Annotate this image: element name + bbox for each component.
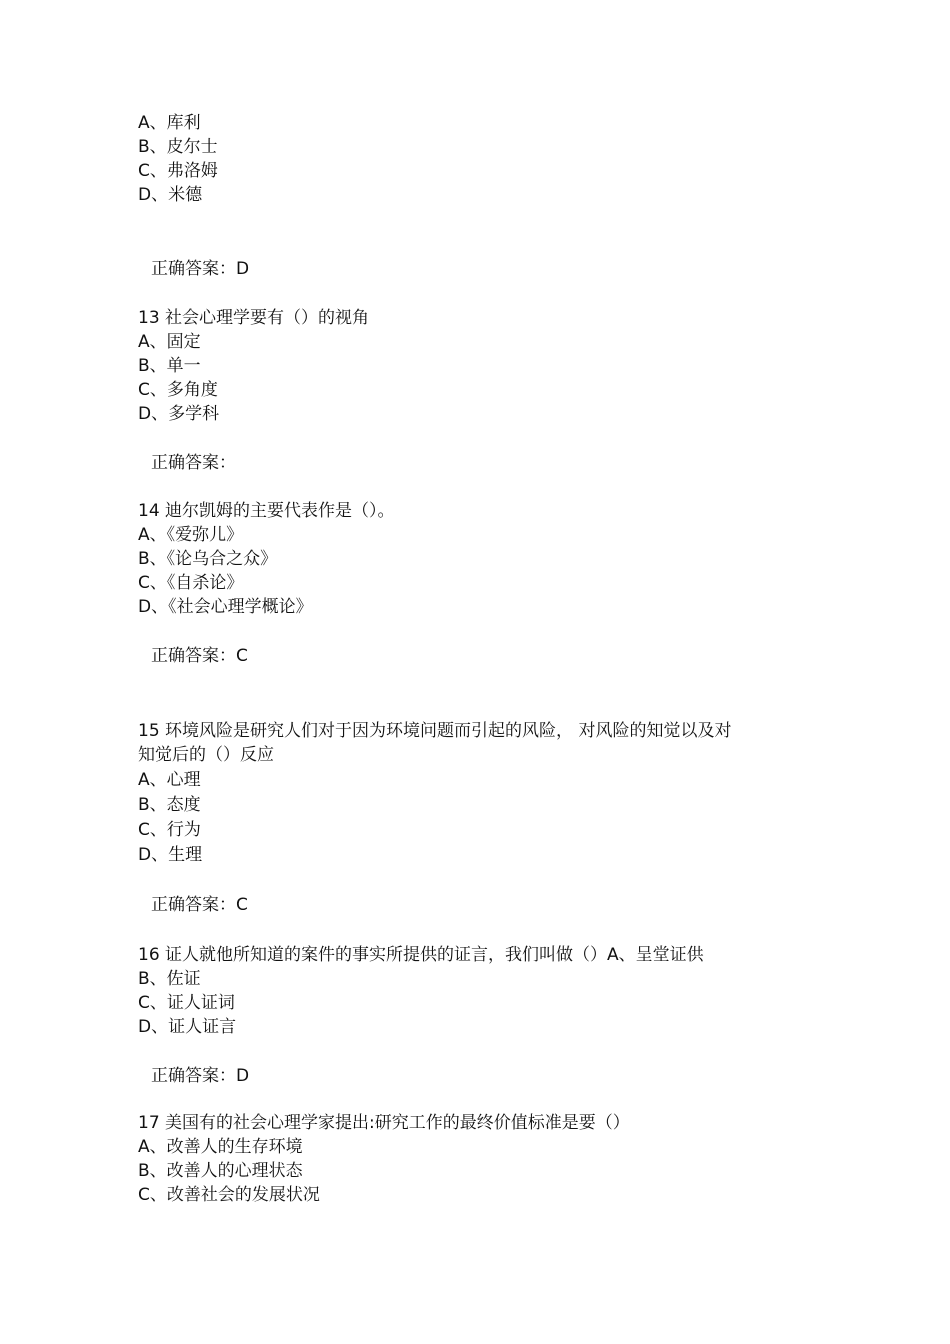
q14-option-b: B、《论乌合之众》 [138,549,278,569]
q17-option-b: B、改善人的心理状态 [138,1161,303,1181]
q13-option-a: A、固定 [138,332,201,352]
q12-option-c: C、弗洛姆 [138,161,218,181]
q16-option-c: C、证人证词 [138,993,235,1013]
q14-option-a: A、《爱弥儿》 [138,525,244,545]
q13-question: 13 社会心理学要有（）的视角 [138,308,370,328]
q12-option-d: D、米德 [138,185,203,205]
q13-option-b: B、单一 [138,356,201,376]
q12-option-b: B、皮尔士 [138,137,218,157]
q17-option-a: A、改善人的生存环境 [138,1137,303,1157]
q17-option-c: C、改善社会的发展状况 [138,1185,320,1205]
q15-option-a: A、心理 [138,770,201,790]
q15-option-d: D、生理 [138,845,203,865]
q16-answer: 正确答案：D [151,1066,250,1086]
q17-question: 17 美国有的社会心理学家提出:研究工作的最终价值标准是要（） [138,1113,630,1133]
q14-answer: 正确答案：C [151,646,248,666]
q16-option-b: B、佐证 [138,969,201,989]
q13-option-d: D、多学科 [138,404,220,424]
q14-option-c: C、《自杀论》 [138,573,244,593]
q15-answer: 正确答案：C [151,895,248,915]
q15-question-line1: 15 环境风险是研究人们对于因为环境问题而引起的风险， 对风险的知觉以及对 [138,721,732,741]
q13-answer: 正确答案： [151,453,236,473]
q15-option-b: B、态度 [138,795,201,815]
q13-option-c: C、多角度 [138,380,218,400]
q14-question: 14 迪尔凯姆的主要代表作是（）。 [138,501,395,521]
q12-option-a: A、库利 [138,113,201,133]
q16-option-d: D、证人证言 [138,1017,237,1037]
q12-answer: 正确答案：D [151,259,250,279]
q15-option-c: C、行为 [138,820,201,840]
q14-option-d: D、《社会心理学概论》 [138,597,313,617]
q16-question: 16 证人就他所知道的案件的事实所提供的证言，我们叫做（）A、呈堂证供 [138,945,704,965]
q15-question-line2: 知觉后的（）反应 [138,745,274,765]
